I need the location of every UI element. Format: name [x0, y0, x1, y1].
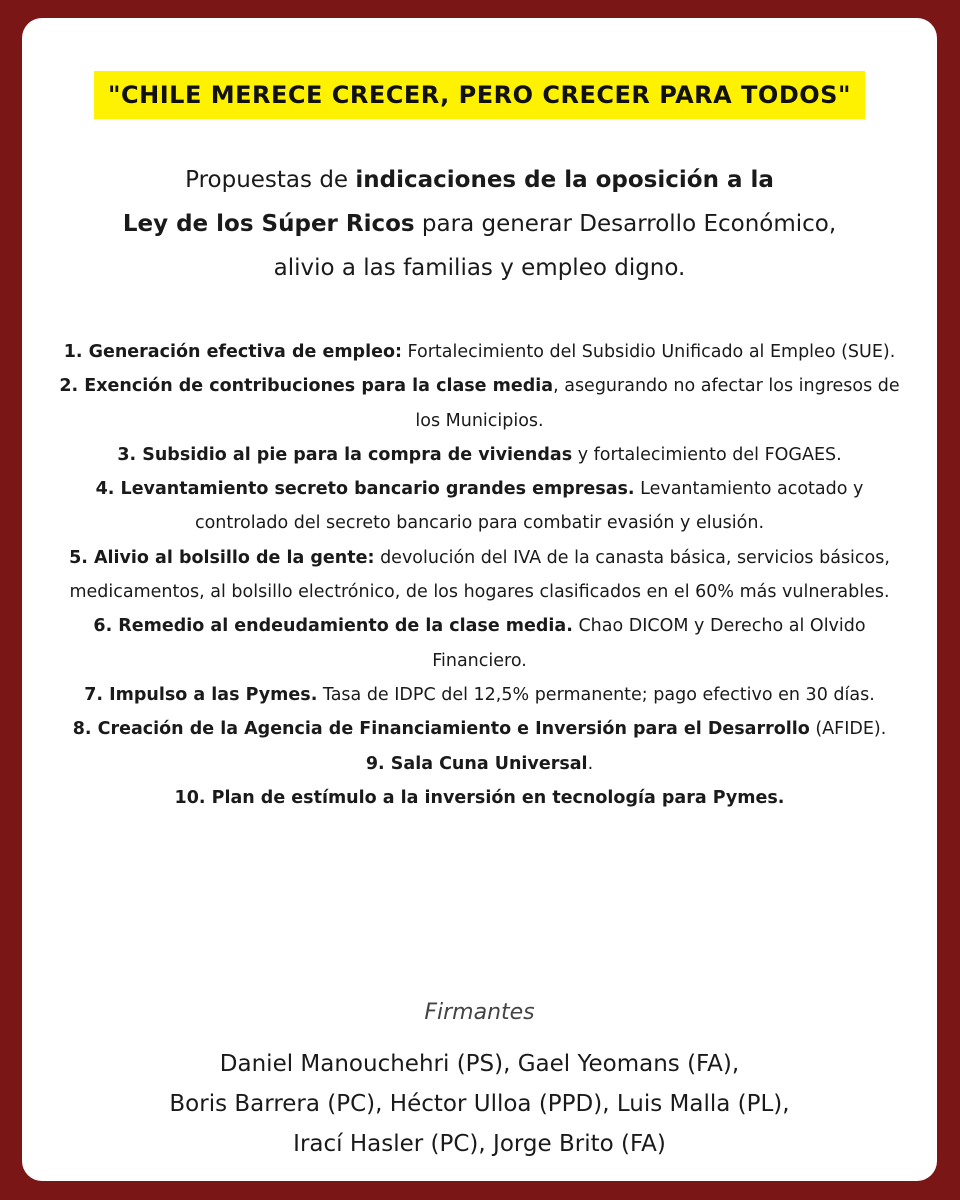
intro-text: Propuestas de: [185, 167, 356, 193]
proposal-text: Tasa de IDPC del 12,5% permanente; pago efectivo en 30 días.: [317, 684, 875, 705]
signers-line-3: Irací Hasler (PC), Jorge Brito (FA): [293, 1131, 666, 1157]
proposal-text: Chao DICOM y Derecho al Olvido Financiero.: [432, 616, 866, 671]
proposal-text: y fortalecimiento del FOGAES.: [572, 444, 842, 465]
proposal-text: Levantamiento acotado y controlado del secreto bancario para combatir evasión y elusión.: [194, 479, 864, 534]
intro-line-1: [22, 158, 937, 202]
intro-text: alivio a las familias y empleo digno.: [273, 255, 686, 281]
proposal-text: devolución del IVA de la canasta básica, servicios básicos, medicamentos, al bolsillo electrónico, de los hogares clasificados en el 60% más vulnerables.: [69, 547, 890, 603]
proposal-item: [52, 678, 907, 712]
proposal-text: , asegurando no afectar los ingresos de los Municipios.: [415, 376, 900, 431]
proposal-item: [52, 609, 907, 678]
proposal-text: Fortalecimiento del Subsidio Unificado al Empleo (SUE).: [401, 342, 896, 362]
proposal-item: [52, 335, 907, 369]
document-card: [22, 18, 937, 1181]
proposal-title: 7. Impulso a las Pymes.: [84, 684, 318, 705]
proposal-item: [52, 472, 907, 541]
proposal-item: [52, 781, 907, 815]
proposal-item: [52, 438, 907, 472]
signers-list: [22, 1044, 937, 1164]
proposal-list: [52, 335, 907, 815]
proposal-title: 5. Alivio al bolsillo de la gente:: [69, 547, 375, 568]
proposal-title: 4. Levantamiento secreto bancario grandes empresas.: [95, 479, 635, 500]
intro-line-3: [22, 246, 937, 290]
proposal-title: 8. Creación de la Agencia de Financiamiento e Inversión para el Desarrollo: [72, 719, 810, 740]
intro-paragraph: [22, 158, 937, 290]
proposal-title: 1. Generación efectiva de empleo:: [63, 342, 402, 362]
intro-emphasis: indicaciones de la oposición a la: [355, 167, 774, 193]
intro-emphasis: Ley de los Súper Ricos: [122, 211, 415, 237]
proposal-item: [52, 369, 907, 438]
signers-line-1: Daniel Manouchehri (PS), Gael Yeomans (FA),: [219, 1051, 740, 1077]
proposal-text: .: [587, 753, 594, 774]
proposal-title: 10. Plan de estímulo a la inversión en tecnología para Pymes.: [174, 787, 785, 808]
intro-line-2: [22, 202, 937, 246]
proposal-item: [52, 541, 907, 610]
signers-heading: Firmantes: [424, 1000, 535, 1025]
intro-text: para generar Desarrollo Económico,: [414, 211, 837, 237]
proposal-title: 9. Sala Cuna Universal: [365, 753, 588, 774]
proposal-title: 6. Remedio al endeudamiento de la clase media.: [93, 616, 573, 637]
headline-wrap: [22, 71, 937, 119]
proposal-item: [52, 747, 907, 781]
proposal-text: (AFIDE).: [809, 719, 887, 740]
signers-line-2: Boris Barrera (PC), Héctor Ulloa (PPD), Luis Malla (PL),: [169, 1091, 790, 1117]
proposal-item: [52, 712, 907, 746]
headline-banner: "CHILE MERECE CRECER, PERO CRECER PARA TODOS": [94, 71, 865, 119]
proposal-title: 2. Exención de contribuciones para la clase media: [59, 376, 554, 397]
proposal-title: 3. Subsidio al pie para la compra de viviendas: [117, 444, 573, 465]
